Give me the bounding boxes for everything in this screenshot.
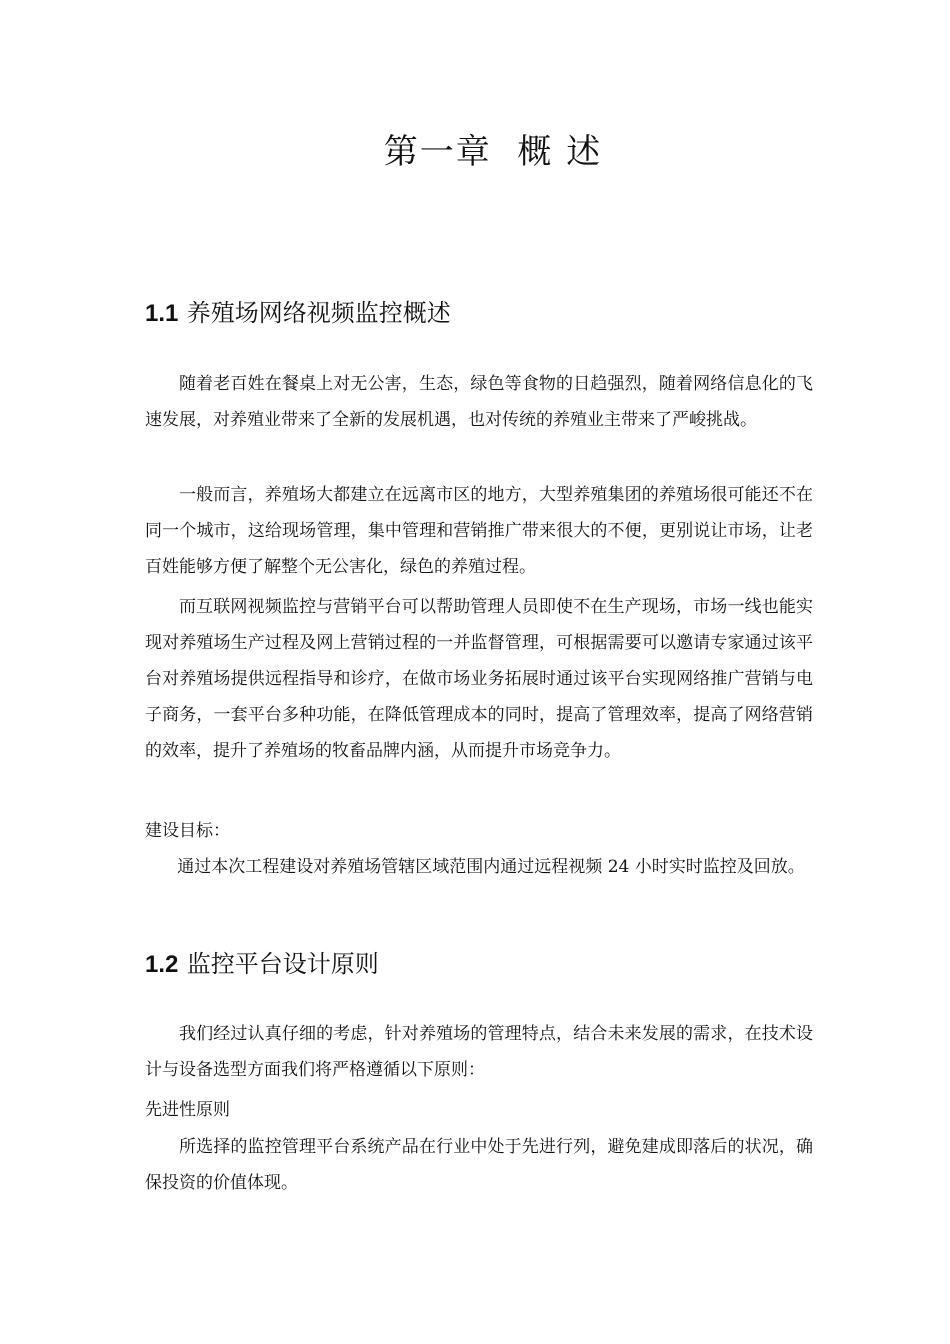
paragraph: 而互联网视频监控与营销平台可以帮助管理人员即使不在生产现场，市场一线也能实现对养殖场生产过程及网上营销过程的一并监督管理，可根据需要可以邀请专家通过该平台对养殖场提供远程指导和诊疗，在做市场业务拓展时通过该平台实现网络推广营销与电子商务，一套平台多种功能，在降低管理成本的同时，提高了管理效率，提高了网络营销的效率，提升了养殖场的牧畜品牌内涵，从而提升市场竞争力。 [145, 597, 813, 761]
section-heading-1-1 [145, 296, 451, 331]
goal-label: 建设目标： [145, 821, 230, 841]
paragraph: 我们经过认真仔细的考虑，针对养殖场的管理特点，结合未来发展的需求，在技术设计与设备选型方面我们将严格遵循以下原则： [145, 1024, 813, 1080]
section-number: 1.1 [145, 300, 179, 327]
paragraph: 所选择的监控管理平台系统产品在行业中处于先进行列，避免建成即落后的状况，确保投资的价值体现。 [145, 1137, 813, 1193]
section-heading-1-2 [145, 947, 379, 982]
goal-text: 通过本次工程建设对养殖场管辖区域范围内通过远程视频 24 小时实时监控及回放。 [177, 857, 805, 877]
section-title: 养殖场网络视频监控概述 [186, 299, 451, 327]
section-title: 监控平台设计原则 [186, 950, 379, 978]
section-number: 1.2 [145, 951, 179, 978]
paragraph: 一般而言，养殖场大都建立在远离市区的地方，大型养殖集团的养殖场很可能还不在同一个城市，这给现场管理，集中管理和营销推广带来很大的不便，更别说让市场，让老百姓能够方便了解整个无公害化，绿色的养殖过程。 [145, 485, 813, 577]
chapter-title: 第一章 概 述 [383, 132, 603, 172]
paragraph: 随着老百姓在餐桌上对无公害，生态，绿色等食物的日趋强烈，随着网络信息化的飞速发展，对养殖业带来了全新的发展机遇，也对传统的养殖业主带来了严峻挑战。 [145, 374, 813, 430]
principle-label: 先进性原则 [145, 1100, 230, 1120]
